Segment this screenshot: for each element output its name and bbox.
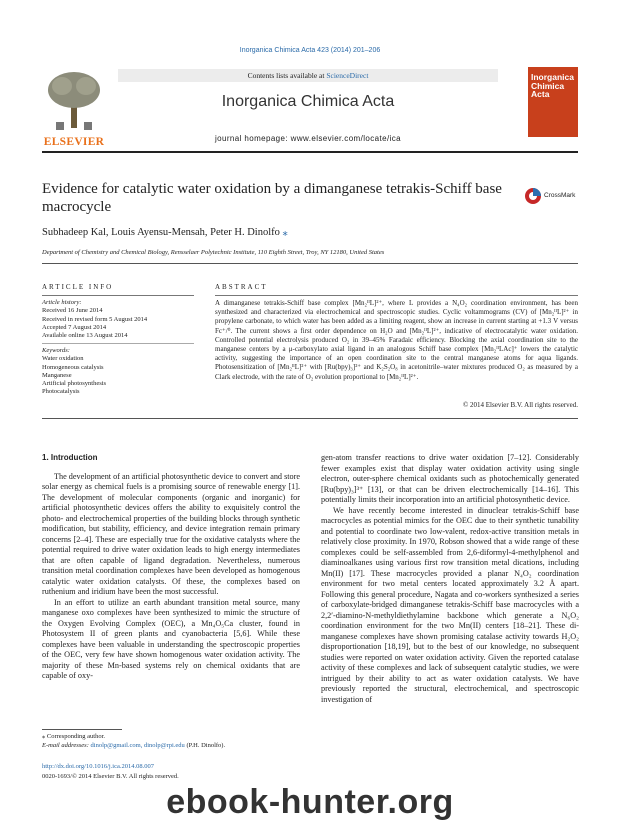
journal-cover [528, 67, 578, 137]
history-label: Article history: [42, 299, 82, 306]
homepage-link[interactable]: www.elsevier.com/locate/ica [290, 134, 402, 143]
abstract-rule [215, 295, 578, 296]
keyword: Water oxidation [42, 355, 84, 363]
crossmark-label: CrossMark [544, 192, 576, 199]
email-line [42, 742, 300, 751]
history-item: Received in revised form 5 August 2014 [42, 315, 148, 323]
body-paragraph: In an effort to utilize an earth abundant transition metal source, many manganese oxo complexes have been synthesized to mimic the structure of the Oxygen Evolving Complex (OEC), a Mn₄O₅Ca cluster, found in Photosystem II of green plants and cyanobacteria [5,6]. While these complexes have been valuable in understanding the spectroscopic properties of the OEC, very few have shown homogenous water oxidation activity. The majority of these Mn-based systems rely on chemical oxidants that are capable of oxy- [42, 597, 300, 680]
homepage-prefix: journal homepage: [214, 134, 291, 143]
history-item: Received 16 June 2014 [42, 307, 103, 315]
journal-title: Inorganica Chimica Acta [221, 93, 395, 110]
header-rule [42, 151, 578, 153]
email-links[interactable]: dinolp@gmail.com, dinolp@rpi.edu [90, 741, 185, 749]
crossmark-icon [524, 187, 542, 205]
email-label: E-mail addresses: [42, 741, 91, 749]
abstract-bottom-rule [42, 418, 578, 419]
section-heading-introduction: 1. Introduction [42, 453, 98, 462]
keyword: Photocatalysis [42, 388, 80, 396]
abstract-heading: ABSTRACT [215, 283, 268, 291]
keyword: Homogeneous catalysis [42, 363, 104, 371]
abstract-copyright: © 2014 Elsevier B.V. All rights reserved. [462, 401, 578, 409]
article-history [42, 299, 194, 340]
keyword: Manganese [42, 371, 72, 379]
body-paragraph: We have recently become interested in dinuclear tetrakis-Schiff base macrocycles as potential mimics for the OEC due to their synthetic tunability and potential to coordinate two low-valent, redox-active transition metals in relatively close proximity. In 1970, Robson showed that a wide range of these complexes could be self-assembled from 2,6-diformyl-4-methylphenol and diaminoalkanes using various first row transition metal dications, including Mn(II) [17]. These macrocycles provided a planar N₄O₂ coordination environment for two metal centers located approximately 3.2 Å apart. Following this general procedure, Nagata and co-workers synthesized a series of carboxylate-bridged dimanganese tetrakis-Schiff base macrocycles with a 2,2′-diamino-N-methyldiethylamine backbone which generate a N₆O₂ coordination environment for the two Mn(II) centers [18–21]. These di-manganese complexes have shown promising catalase activity towards H₂O₂ disproportionation [18,19], but to the best of our knowledge, no subsequent studies were reported on water oxidation activity. Given the reported catalase activity of these complexes and lack of subsequent catalytic studies, we were intrigued by their ability to act as water oxidation catalysts. We have previously reported the structural, electrochemical, and spectroscopic investigation of [321, 505, 579, 704]
article-info-rule [42, 295, 194, 296]
footnote-rule [42, 729, 122, 730]
tree-icon [42, 68, 106, 134]
body-paragraph-continued: gen-atom transfer reactions to drive water oxidation [7–12]. Considerably fewer examples exist that display water oxidation activity using single electron, outer-sphere chemical oxidants such as photochemically generated [Ru(bpy)₃]³⁺ [13], or that can be driven electrochemically [14–16]. This potentially limits their incorporation into an artificial photosynthetic device. [321, 453, 579, 504]
email-suffix: (P.H. Dinolfo). [184, 741, 226, 749]
body-column-right [321, 453, 579, 705]
author-names: Subhadeep Kal, Louis Ayensu-Mensah, Peter H. Dinolfo [42, 227, 280, 238]
cover-title: Inorganica Chimica Acta [531, 72, 574, 99]
contents-prefix: Contents lists available at [247, 71, 327, 80]
abstract-text: A dimanganese tetrakis-Schiff base complex [Mn₂ᴵᴵL]²⁺, where L provides a N₄O₂ coordination environment, has been synthesized and characterized via electrochemical and spectroscopic studies. Cyclic voltammograms (CV) of [Mn₂ᴵᴵL]²⁺ in propylene carbonate, to which water has been added as a limiting reagent, show an increase in current starting at +1.3 V versus Fc⁺/⁰. The current shows a first order dependence on H₂O and [Mn₂ᴵᴵL]²⁺, indicative of electrocatalytic water oxidation. Controlled potential electrolysis produced O₂ in 39–45% Faradaic efficiency. Blocking the axial coordination site to the manganese centers by a μ-carboxylato axial ligand in an analogous Schiff base complex [Mn₂ᴵᴵLAc]⁺ lowers the catalytic activity, suggesting the importance of an open coordination site to the central manganese atoms for aqua ligands. Photosensitization of [Mn₂ᴵᴵL]²⁺ with [Ru(bpy)₃]²⁺ and K₂S₂O₈ in acetonitrile–water mixtures produced O₂ as measured by a Clark electrode, with the rate of O₂ evolution proportional to [Mn₂ᴵᴵL]²⁺. [215, 299, 578, 381]
doi-link[interactable]: http://dx.doi.org/10.1016/j.ica.2014.08.007 [42, 763, 155, 770]
journal-reference[interactable]: Inorganica Chimica Acta 423 (2014) 201–206 [239, 47, 381, 54]
author-list [42, 226, 288, 238]
affiliation-rule [42, 263, 578, 264]
keywords [42, 347, 194, 397]
keywords-label: Keywords: [42, 347, 70, 354]
article-info-heading: ARTICLE INFO [42, 283, 114, 291]
article-title: Evidence for catalytic water oxidation by a dimanganese tetrakis-Schiff base macrocycle [42, 181, 502, 215]
history-item: Available online 13 August 2014 [42, 332, 128, 340]
crossmark-badge[interactable] [524, 187, 579, 217]
body-column-left [42, 453, 300, 682]
corresponding-note: ⁎ Corresponding author. [42, 733, 106, 740]
journal-homepage [118, 134, 498, 143]
elsevier-logo [42, 68, 106, 148]
issn-line: 0020-1693/© 2014 Elsevier B.V. All rights reserved. [42, 773, 179, 780]
publisher-name: ELSEVIER [43, 136, 105, 148]
sciencedirect-link[interactable]: ScienceDirect [326, 71, 369, 80]
body-paragraph: The development of an artificial photosynthetic device to convert and store solar energy as chemical fuels is a promising source of renewable energy [1]. The development of molecular components (organic and inorganic) for artificial photosynthetic devices offers the ability to exquisitely control the photo- and electrochemical properties of the building blocks through synthetic modification, but stability, efficiency, and device integration remain primary concerns [2–4]. These are especially true for the oxidative catalysts where the potential required to drive water oxidation leads to high energy intermediates that are often capable of ligand degradation. Nevertheless, numerous transition metal coordination complexes have been developed as homogenous catalytic water oxidation catalysts. Of these, the complexes based on ruthenium and iridium have been the most successful. [42, 471, 300, 596]
history-item: Accepted 7 August 2014 [42, 323, 107, 331]
affiliation: Department of Chemistry and Chemical Biology, Rensselaer Polytechnic Institute, 110 Eighth Street, Troy, NY 12180, United States [42, 249, 385, 256]
keyword: Artificial photosynthesis [42, 380, 107, 388]
watermark: ebook-hunter.org [166, 783, 454, 821]
contents-banner [118, 69, 498, 82]
keywords-rule [42, 343, 194, 344]
footnote [42, 733, 300, 750]
corresponding-author-mark[interactable]: ⁎ [282, 227, 288, 238]
